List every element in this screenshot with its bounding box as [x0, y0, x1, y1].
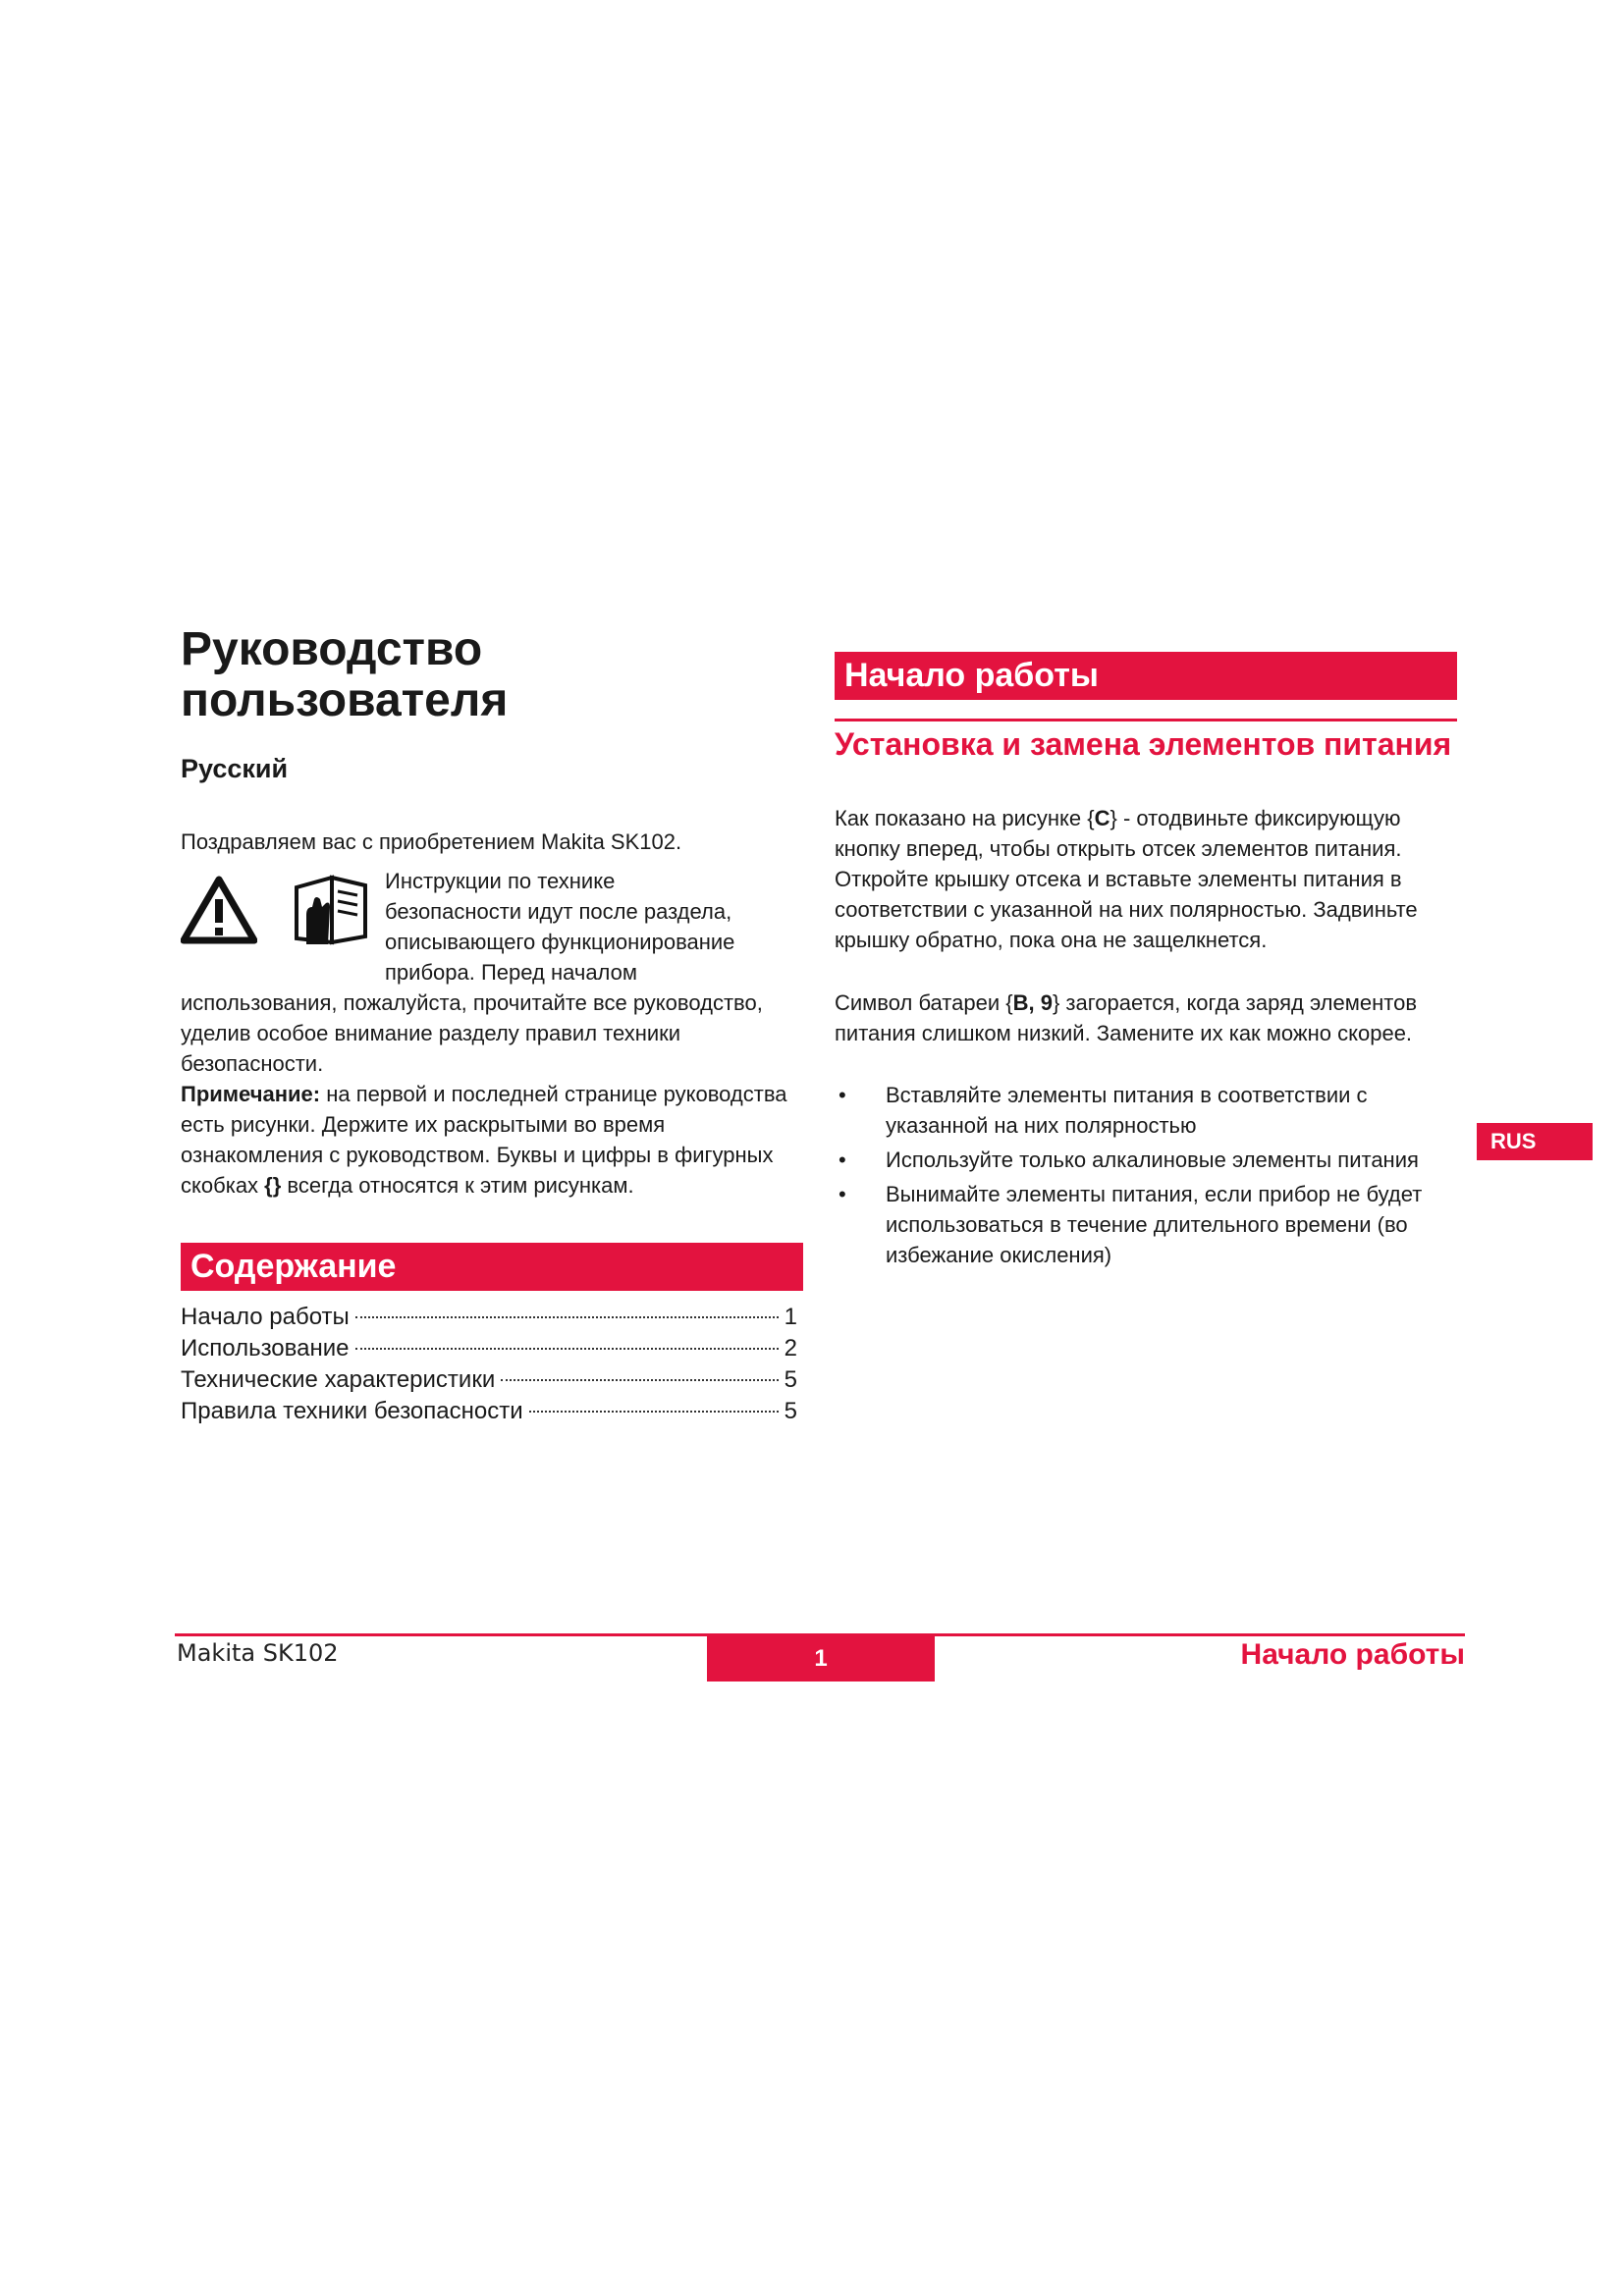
bullet-text: Используйте только алкалиновые элементы питания	[886, 1148, 1419, 1172]
read-manual-icon	[293, 870, 369, 946]
footer-page-number: 1	[707, 1636, 935, 1682]
bullet-text: Вставляйте элементы питания в соответствии с указанной на них полярностью	[886, 1083, 1368, 1138]
battery-symbol-text	[835, 988, 1457, 1048]
toc-page: 2	[784, 1335, 797, 1362]
note-end: всегда относятся к этим рисункам.	[281, 1173, 634, 1198]
p2-text-c: } загорается, когда заряд элементов питания слишком низкий. Замените их как можно скорее.	[835, 990, 1418, 1045]
subsection-title: Установка и замена элементов питания	[835, 726, 1452, 762]
bullet-list	[835, 1080, 1457, 1270]
title-line-1: Руководство	[181, 623, 483, 675]
toc-row-usage[interactable]	[181, 1333, 797, 1364]
safety-line-2: безопасности идут после раздела,	[385, 899, 732, 924]
toc-label: Правила техники безопасности	[181, 1398, 523, 1424]
toc-label: Начало работы	[181, 1304, 350, 1330]
note-braces: {}	[264, 1173, 282, 1198]
toc-page: 5	[784, 1398, 797, 1424]
safety-line-4: прибора. Перед началом	[385, 960, 637, 985]
p1-text-a: Как показано на рисунке {	[835, 806, 1095, 830]
list-item	[835, 1080, 1457, 1141]
toc-label: Использование	[181, 1335, 350, 1362]
footer-product: Makita SK102	[177, 1639, 339, 1667]
list-item	[835, 1145, 1457, 1175]
toc-page: 1	[784, 1304, 797, 1330]
warning-triangle-icon	[181, 876, 257, 944]
toc-row-safety[interactable]	[181, 1396, 797, 1427]
footer-section-title: Начало работы	[1240, 1638, 1465, 1671]
p2-ref: B, 9	[1012, 990, 1053, 1015]
note-paragraph	[181, 1079, 809, 1201]
title-line-2: пользователя	[181, 674, 509, 726]
bullet-text: Вынимайте элементы питания, если прибор не будет использоваться в течение длительного времени (во избежание окисления)	[886, 1182, 1423, 1267]
p2-text-a: Символ батареи {	[835, 990, 1013, 1015]
safety-line-3: описывающего функционирование	[385, 930, 735, 954]
safety-text-wrap	[385, 866, 817, 988]
safety-text-rest: использования, пожалуйста, прочитайте все руководство, уделив особое внимание разделу правил техники безопасности.	[181, 990, 763, 1076]
congrats-text: Поздравляем вас с приобретением Makita SK102.	[181, 829, 682, 854]
toc-page: 5	[784, 1366, 797, 1393]
toc-dots	[355, 1316, 779, 1318]
language-label: Русский	[181, 754, 289, 783]
toc-row-specs[interactable]	[181, 1364, 797, 1396]
toc-row-getting-started[interactable]	[181, 1302, 797, 1333]
p1-ref: C	[1094, 806, 1110, 830]
contents-header: Содержание	[181, 1243, 803, 1291]
bullet-icon: •	[839, 1148, 846, 1172]
note-text: на первой и последней странице руководства есть рисунки. Держите их раскрытыми во время ознакомления с руководством. Буквы и цифры в фигурных скобках	[181, 1082, 787, 1198]
section-divider	[835, 719, 1457, 721]
toc-dots	[355, 1348, 779, 1350]
section-header: Начало работы	[835, 652, 1457, 700]
toc-dots	[501, 1379, 778, 1381]
toc-dots	[529, 1411, 779, 1413]
bullet-icon: •	[839, 1083, 846, 1107]
p1-text-c: } - отодвиньте фиксирующую кнопку вперед, чтобы открыть отсек элементов питания. Откройте крышку отсека и вставьте элементы питания в соответствии с указанной на них полярностью. Задвиньте крышку обратно, пока она не защелкнется.	[835, 806, 1418, 952]
safety-line-1: Инструкции по технике	[385, 869, 616, 893]
page-title	[181, 624, 508, 726]
toc-label: Технические характеристики	[181, 1366, 496, 1393]
table-of-contents	[181, 1302, 797, 1427]
list-item	[835, 1179, 1457, 1270]
battery-instructions	[835, 803, 1457, 955]
note-label: Примечание:	[181, 1082, 321, 1106]
bullet-icon: •	[839, 1182, 846, 1206]
language-side-tab[interactable]: RUS	[1477, 1123, 1593, 1160]
